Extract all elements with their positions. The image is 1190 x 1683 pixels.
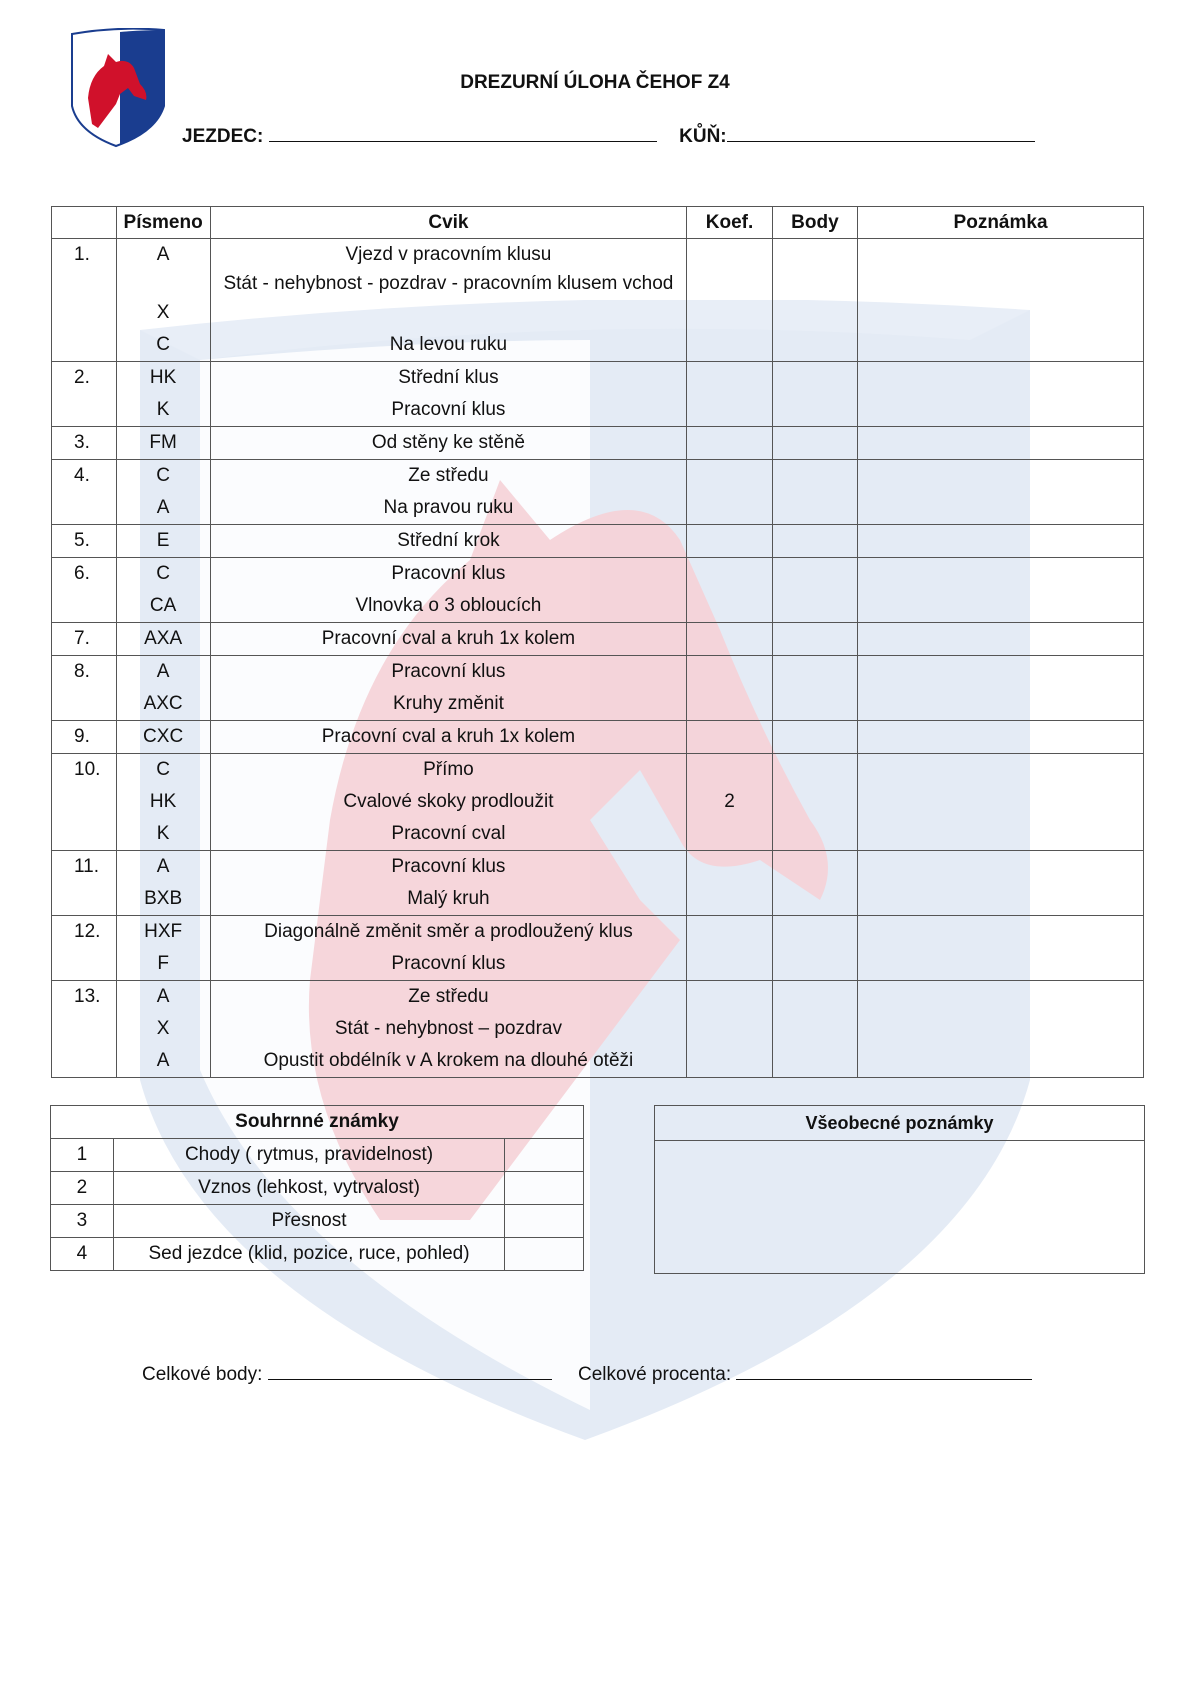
total-points-line[interactable] [268,1365,552,1380]
row-exercises: Přímo Cvalové skoky prodloužit Pracovní cval [210,754,687,851]
table-row [52,460,1144,525]
row-note-cell[interactable] [858,851,1144,916]
row-exercises: Ze středu Stát - nehybnost – pozdrav Opustit obdélník v A krokem na dlouhé otěži [210,981,687,1078]
row-coef [687,427,772,460]
row-letters: CXC [116,721,210,754]
row-note-cell[interactable] [858,916,1144,981]
row-note-cell[interactable] [858,427,1144,460]
exercise-table [51,206,1144,1078]
row-letters: A X C [116,239,210,362]
row-points-cell[interactable] [772,981,857,1078]
row-coef [687,916,772,981]
row-number: 13. [52,981,117,1078]
summary-mark-cell[interactable] [505,1172,584,1205]
general-notes-title: Všeobecné poznámky [655,1106,1145,1141]
table-row [52,916,1144,981]
row-points-cell[interactable] [772,460,857,525]
header-points: Body [772,207,857,239]
summary-mark-cell[interactable] [505,1139,584,1172]
row-letters: C HK K [116,754,210,851]
total-percent-field [578,1364,1032,1386]
summary-number: 2 [51,1172,114,1205]
row-letters: AXA [116,623,210,656]
general-notes-table [654,1105,1145,1274]
row-number: 8. [52,656,117,721]
row-exercises: Pracovní klus Kruhy změnit [210,656,687,721]
table-row [52,851,1144,916]
row-number: 2. [52,362,117,427]
row-points-cell[interactable] [772,558,857,623]
total-percent-label: Celkové procenta: [578,1364,732,1385]
row-points-cell[interactable] [772,239,857,362]
summary-number: 1 [51,1139,114,1172]
summary-marks-table [50,1105,584,1271]
row-points-cell[interactable] [772,525,857,558]
row-letters: A AXC [116,656,210,721]
header-coef: Koef. [687,207,772,239]
row-coef [687,981,772,1078]
row-coef [687,525,772,558]
row-coef [687,851,772,916]
table-row [51,1205,584,1238]
table-row [51,1139,584,1172]
header-letter: Písmeno [116,207,210,239]
summary-mark-cell[interactable] [505,1205,584,1238]
row-number: 6. [52,558,117,623]
row-coef [687,721,772,754]
row-exercises: Vjezd v pracovním klusu Stát - nehybnost - pozdrav - pracovním klusem vchod Na levou ruku [210,239,687,362]
row-letters: C CA [116,558,210,623]
row-number: 3. [52,427,117,460]
summary-mark-cell[interactable] [505,1238,584,1271]
row-number: 10. [52,754,117,851]
table-row [52,623,1144,656]
row-points-cell[interactable] [772,721,857,754]
header-exercise: Cvik [210,207,687,239]
table-row [52,239,1144,362]
row-coef [687,558,772,623]
total-points-label: Celkové body: [142,1364,263,1385]
row-exercises: Pracovní cval a kruh 1x kolem [210,721,687,754]
row-coef [687,656,772,721]
total-points-field [142,1364,552,1386]
row-exercises: Pracovní klus Vlnovka o 3 obloucích [210,558,687,623]
rider-horse-fields [182,126,1035,148]
row-coef [687,362,772,427]
row-number: 9. [52,721,117,754]
row-exercises: Od stěny ke stěně [210,427,687,460]
general-notes-area[interactable] [655,1141,1145,1274]
table-row [51,1172,584,1205]
row-number: 1. [52,239,117,362]
row-note-cell[interactable] [858,981,1144,1078]
row-exercises: Střední klus Pracovní klus [210,362,687,427]
row-number: 5. [52,525,117,558]
rider-input-line[interactable] [269,127,657,142]
row-letters: A BXB [116,851,210,916]
page-title: DREZURNÍ ÚLOHA ČEHOF Z4 [460,72,730,93]
horse-input-line[interactable] [727,127,1035,142]
row-note-cell[interactable] [858,623,1144,656]
summary-number: 4 [51,1238,114,1271]
row-points-cell[interactable] [772,851,857,916]
row-points-cell[interactable] [772,427,857,460]
row-letters: HK K [116,362,210,427]
row-number: 12. [52,916,117,981]
table-row [51,1238,584,1271]
table-row [52,721,1144,754]
row-letters: C A [116,460,210,525]
row-coef: 2 [687,754,772,851]
rider-label: JEZDEC: [182,126,264,147]
row-points-cell[interactable] [772,362,857,427]
table-row [52,558,1144,623]
summary-title: Souhrnné známky [51,1106,584,1139]
row-exercises: Pracovní cval a kruh 1x kolem [210,623,687,656]
row-number: 7. [52,623,117,656]
row-coef [687,460,772,525]
row-letters: HXF F [116,916,210,981]
table-row [52,754,1144,851]
summary-label: Sed jezdce (klid, pozice, ruce, pohled) [113,1238,504,1271]
horse-label: KŮŇ: [679,126,727,147]
total-percent-line[interactable] [736,1365,1032,1380]
row-exercises: Střední krok [210,525,687,558]
row-exercises: Pracovní klus Malý kruh [210,851,687,916]
row-note-cell[interactable] [858,558,1144,623]
summary-label: Chody ( rytmus, pravidelnost) [113,1139,504,1172]
row-note-cell[interactable] [858,362,1144,427]
table-row [52,656,1144,721]
row-letters: A X A [116,981,210,1078]
row-letters: E [116,525,210,558]
row-points-cell[interactable] [772,656,857,721]
row-points-cell[interactable] [772,916,857,981]
row-note-cell[interactable] [858,656,1144,721]
row-note-cell[interactable] [858,460,1144,525]
table-row [52,981,1144,1078]
row-note-cell[interactable] [858,239,1144,362]
row-note-cell[interactable] [858,754,1144,851]
row-note-cell[interactable] [858,525,1144,558]
table-row [52,362,1144,427]
table-row [52,525,1144,558]
summary-label: Přesnost [113,1205,504,1238]
row-exercises: Ze středu Na pravou ruku [210,460,687,525]
row-points-cell[interactable] [772,623,857,656]
row-exercises: Diagonálně změnit směr a prodloužený klus Pracovní klus [210,916,687,981]
table-row [52,427,1144,460]
row-letters: FM [116,427,210,460]
row-coef [687,239,772,362]
row-points-cell[interactable] [772,754,857,851]
row-note-cell[interactable] [858,721,1144,754]
header-note: Poznámka [858,207,1144,239]
row-coef [687,623,772,656]
summary-label: Vznos (lehkost, vytrvalost) [113,1172,504,1205]
summary-number: 3 [51,1205,114,1238]
row-number: 11. [52,851,117,916]
header-number [52,207,117,239]
table-header-row [52,207,1144,239]
row-number: 4. [52,460,117,525]
